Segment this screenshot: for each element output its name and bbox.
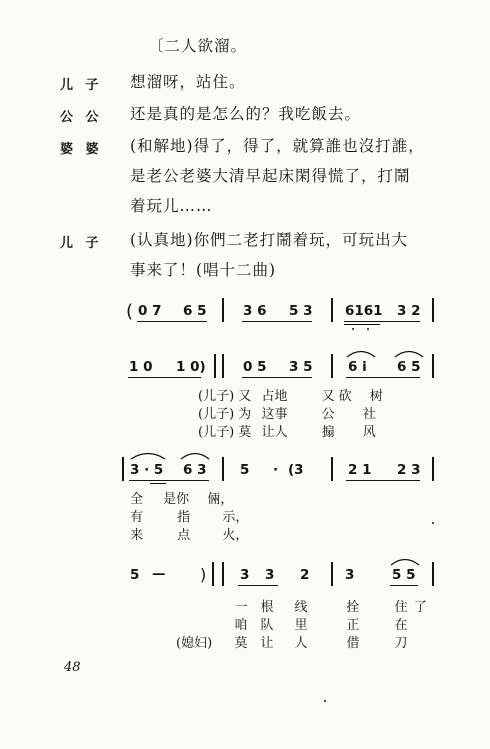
scan-speck — [432, 522, 434, 524]
note-group: 1 0) — [176, 359, 206, 375]
note-group: 3 · 5 — [130, 462, 164, 478]
beam-line — [128, 377, 201, 378]
lyric-line — [228, 617, 414, 634]
beam-line — [390, 585, 418, 586]
lyric-role: (儿子) — [198, 389, 235, 404]
dialogue-line: 还是真的是怎么的？我吃飯去。 — [130, 105, 362, 123]
lyric-line — [198, 388, 383, 405]
lyric-word: 社 — [362, 407, 376, 422]
slur-mark — [180, 450, 210, 460]
barline — [432, 562, 434, 586]
dialogue-line: (认真地)你們二老打鬧着玩，可玩出大 — [130, 231, 409, 249]
lyric-word: 这事 — [261, 407, 288, 422]
dialogue-line: 想溜呀，站住。 — [130, 73, 246, 91]
lyric-word: 又 — [238, 389, 252, 404]
speaker-label: 儿 子 — [60, 78, 103, 93]
note: 5 — [130, 567, 140, 583]
lyric-word: 正 — [346, 618, 360, 633]
lyric-word: 风 — [362, 425, 376, 440]
beam-line — [238, 585, 278, 586]
barline — [432, 298, 434, 322]
lyric-word: 拴 — [346, 600, 360, 615]
lyric-line — [130, 509, 248, 526]
lyric-word: 住 — [394, 600, 408, 615]
lyric-word: 线 — [294, 600, 308, 615]
low-octave-dot — [352, 328, 354, 330]
lyric-role: (媳妇) — [176, 636, 213, 651]
note-group: 0 5 — [243, 359, 267, 375]
barline — [331, 354, 333, 378]
scan-speck — [324, 700, 326, 702]
low-octave-dot — [367, 328, 369, 330]
lyric-word: 借 — [346, 636, 360, 651]
lyric-word: 让 — [260, 636, 274, 651]
beam-line — [344, 324, 380, 325]
lyric-word: 是你 — [163, 492, 190, 507]
note-group: 6161 — [345, 303, 383, 319]
speaker-label: 儿 子 — [60, 236, 103, 251]
lyric-word: 在 — [394, 618, 408, 633]
open-paren: ( — [126, 301, 134, 322]
slur-mark — [394, 348, 424, 358]
note-group: 3 5 — [289, 359, 313, 375]
lyric-word: 搧 — [321, 425, 335, 440]
dialogue-line: 事来了！(唱十二曲) — [130, 261, 277, 279]
lyric-word: 全 — [130, 492, 144, 507]
dialogue-line: 着玩儿…… — [130, 197, 213, 215]
stage-direction: 〔二人欲溜。 — [148, 37, 248, 55]
note-group: 3 2 — [397, 303, 421, 319]
slur-mark — [390, 556, 420, 566]
note-group: 0 7 — [138, 303, 162, 319]
lyric-word: 了 — [414, 600, 428, 615]
lyric-word: 火， — [222, 528, 249, 543]
barline — [222, 354, 224, 378]
lyric-word: 占地 — [261, 389, 288, 404]
note-group: 2 3 — [397, 462, 421, 478]
lyric-line — [130, 527, 248, 544]
lyric-word: 倆， — [207, 492, 234, 507]
dialogue-line: 是老公老婆大清早起床閑得慌了，打鬧 — [130, 167, 411, 185]
barline — [122, 457, 124, 481]
note-group: 6 5 — [397, 359, 421, 375]
lyric-role: (儿子) — [198, 425, 235, 440]
barline — [432, 354, 434, 378]
note-group: 6 5 — [183, 303, 207, 319]
note: 3 — [345, 567, 355, 583]
lyric-word: 让人 — [261, 425, 288, 440]
lyric-word: 有 — [130, 510, 144, 525]
speaker-label: 公 公 — [60, 110, 103, 125]
dot-mark: · — [273, 462, 279, 478]
lyric-word: 来 — [130, 528, 144, 543]
lyric-word: 莫 — [238, 425, 252, 440]
lyric-line — [176, 635, 414, 652]
lyric-word: 刀 — [394, 636, 408, 651]
lyric-word: 一 — [234, 600, 248, 615]
slur-mark — [346, 348, 376, 358]
note-group: 6 3 — [183, 462, 207, 478]
lyric-word: 人 — [294, 636, 308, 651]
note: 2 — [300, 567, 310, 583]
barline — [214, 354, 216, 378]
note-group: 5 3 — [289, 303, 313, 319]
beam-line — [344, 321, 420, 322]
close-paren: ) — [200, 565, 207, 584]
slur-mark — [130, 450, 166, 460]
lyric-word: 示， — [222, 510, 249, 525]
extension-dash: — — [152, 566, 166, 582]
lyric-role: (儿子) — [198, 407, 235, 422]
lyric-word: 队 — [260, 618, 274, 633]
lyric-line — [228, 599, 427, 616]
lyric-word: 公 — [321, 407, 335, 422]
beam-line — [150, 483, 166, 484]
beam-line — [346, 480, 420, 481]
beam-line — [242, 321, 312, 322]
lyric-word: 砍 — [338, 389, 352, 404]
beam-line — [242, 377, 312, 378]
beam-line — [137, 321, 207, 322]
barline — [432, 457, 434, 481]
lyric-line — [198, 424, 376, 441]
lyric-word: 指 — [177, 510, 191, 525]
barline — [212, 562, 214, 586]
note-group: 1 0 — [129, 359, 153, 375]
barline — [222, 298, 224, 322]
note-group: 6 i — [348, 359, 367, 375]
barline — [331, 298, 333, 322]
dialogue-line: (和解地)得了，得了，就算誰也沒打誰， — [130, 137, 425, 155]
barline — [222, 457, 224, 481]
beam-line — [346, 377, 420, 378]
note-group: 2 1 — [348, 462, 372, 478]
lyric-word: 为 — [238, 407, 252, 422]
note-group: 5 5 — [392, 567, 416, 583]
lyric-word: 树 — [369, 389, 383, 404]
barline — [331, 562, 333, 586]
barline — [222, 562, 224, 586]
note-group: 3 6 — [243, 303, 267, 319]
lyric-word: 咱 — [234, 618, 248, 633]
lyric-word: 莫 — [234, 636, 248, 651]
lyric-line — [130, 491, 233, 508]
note: (3 — [288, 462, 304, 478]
barline — [331, 457, 333, 481]
note: 5 — [240, 462, 250, 478]
lyric-word: 又 — [321, 389, 335, 404]
lyric-word: 里 — [294, 618, 308, 633]
lyric-line — [198, 406, 376, 423]
note: 3 — [265, 567, 275, 583]
page-number: 48 — [64, 660, 81, 675]
note: 3 — [240, 567, 250, 583]
lyric-word: 点 — [177, 528, 191, 543]
beam-line — [129, 480, 209, 481]
speaker-label: 婆 婆 — [60, 142, 103, 157]
lyric-word: 根 — [260, 600, 274, 615]
